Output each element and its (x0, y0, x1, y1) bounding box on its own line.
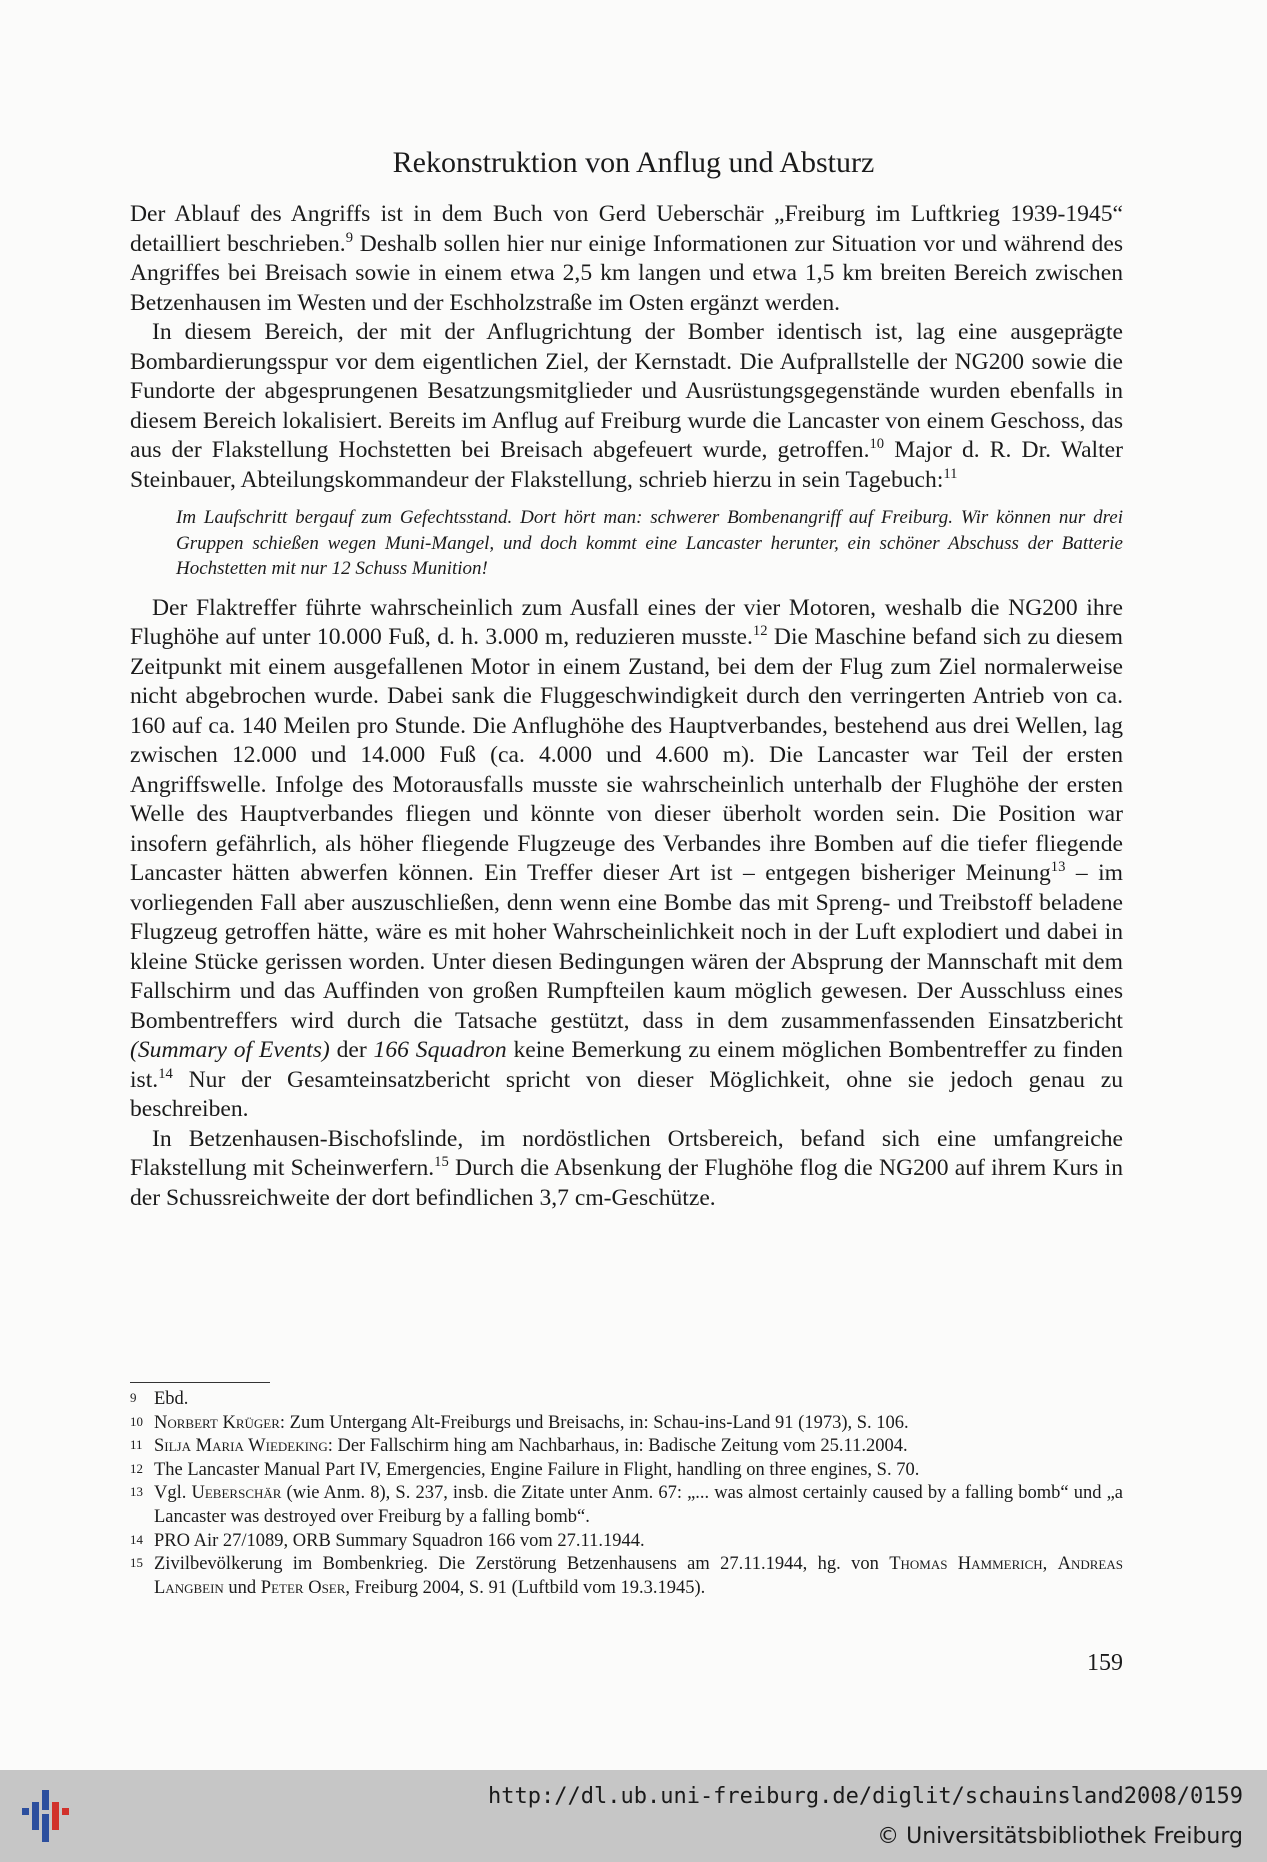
footnote-ref-12[interactable]: 12 (752, 623, 768, 640)
section-heading: Rekonstruktion von Anflug und Absturz (392, 146, 875, 179)
paragraph-3: Der Flaktreffer führte wahrscheinlich zum Ausfall eines der vier Motoren, weshalb die NG200 ihre Flughöhe auf unter 10.000 Fuß, d. h. 3.000 m, reduzieren musste.$^{12}$ Die Maschine befand sich zu diesem Zeitpunkt mit einem ausgefallenen Motor in einem Zustand, bei dem der Flug zum Ziel normalerweise nicht abgebrochen wurde. Dabei sank die Fluggeschwindigkeit durch den verringerten Antrieb von ca. 160 auf ca. 140 Meilen pro Stunde. Die Anflughöhe des Hauptverbandes, bestehend aus drei Wellen, lag zwischen 12.000 und 14.000 Fuß (ca. 4.000 und 4.600 m). Die Lancaster war Teil der ersten Angriffswelle. Infolge des Motorausfalls musste sie wahrscheinlich unterhalb der Flughöhe der ersten Welle des Hauptverbandes fliegen und könnte von dieser überholt worden sein. Die Position war insofern gefährlich, als höher fliegende Flugzeuge des Verbandes ihre Bomben auf die tiefer fliegende Lancaster hätten abwerfen können. Ein Treffer dieser Art ist – entgegen bisheriger Meinung$^{13}$ – im vorliegenden Fall aber auszuschließen, denn wenn eine Bombe das mit Spreng- und Treibstoff beladene Flugzeug getroffen hätte, wäre es mit hoher Wahrscheinlichkeit noch in der Luft explodiert und dabei in kleine Stücke gerissen worden. Unter diesen Bedingungen wären der Absprung der Mannschaft mit dem Fallschirm und das Auffinden von großen Rumpfteilen kaum möglich gewesen. Der Ausschluss eines Bombentreffers wird durch die Tatsache gestützt, dass in dem zusammenfassenden Einsatzbericht (Summary of Events) der 166 Squadron keine Bemerkung zu einem möglichen Bombentreffer zu finden ist.$^{14}$ Nur der Gesamteinsatzbericht spricht von dieser Möglichkeit, ohne sie jedoch genau zu beschreiben. (130, 594, 1123, 1122)
footnote-number: 14 (130, 1531, 143, 1547)
block-quote: Im Laufschritt bergauf zum Gefechtsstand. Dort hört man: schwerer Bombenangriff auf Freiburg. Wir können nur drei Gruppen schießen wegen Muni-Mangel, und doch kommt eine Lancaster herunter, ein schöner Abschuss der Batterie Hochstetten mit nur 12 Schuss Munition! (176, 507, 1123, 579)
footnote-ref-9[interactable]: 9 (345, 229, 354, 246)
footnote-ref-13[interactable]: 13 (1050, 859, 1066, 876)
footnote-number: 10 (130, 1413, 143, 1429)
copyright-notice: © Universitätsbibliothek Freiburg (877, 1824, 1243, 1849)
author-name: Thomas Hammerich (889, 1554, 1043, 1575)
footnote-divider (130, 1382, 270, 1383)
author-name: Andreas Langbein (154, 1554, 1123, 1598)
body-text (130, 200, 1123, 1213)
author-name: Peter Oser (260, 1577, 346, 1598)
italic-term: 166 Squadron (373, 1037, 507, 1063)
footnote-number: 9 (130, 1390, 137, 1405)
footnote-number: 15 (130, 1555, 143, 1571)
paragraph-2: In diesem Bereich, der mit der Anflugrichtung der Bomber identisch ist, lag eine ausgeprägte Bombardierungsspur vor dem eigentlichen Ziel, der Kernstadt. Die Aufprallstelle der NG200 sowie die Fundorte der abgesprungenen Besatzungsmitglieder und Ausrüstungsgegenstände wurden ebenfalls in diesem Bereich lokalisiert. Bereits im Anflug auf Freiburg wurde die Lancaster von einem Geschoss, das aus der Flakstellung Hochstetten bei Breisach abgefeuert wurde, getroffen.$^{10}$ Major d. R. Dr. Walter Steinbauer, Abteilungskommandeur der Flakstellung, schrieb hierzu in sein Tagebuch:$^{11}$ (130, 319, 1123, 493)
author-name: Silja Maria Wiedeking (154, 1436, 328, 1457)
footnote-number: 12 (130, 1460, 143, 1476)
footnote-ref-11[interactable]: 11 (943, 465, 958, 482)
footnote-12: 12 The Lancaster Manual Part IV, Emergencies, Engine Failure in Flight, handling on three engines, S. 70. (130, 1459, 920, 1480)
document-url-link[interactable]: http://dl.ub.uni-freiburg.de/diglit/schauinsland2008/0159 (488, 1784, 1243, 1809)
page-number: 159 (1087, 1650, 1123, 1676)
footnote-ref-10[interactable]: 10 (869, 436, 885, 453)
footnote-11: 11 Silja Maria Wiedeking: Der Fallschirm hing am Nachbarhaus, in: Badische Zeitung vom 25.11.2004. (130, 1436, 908, 1457)
author-name: Ueberschär (191, 1483, 282, 1504)
ub-freiburg-logo-icon (14, 1788, 76, 1844)
footnote-15: 15 Zivilbevölkerung im Bombenkrieg. Die Zerstörung Betzenhausens am 27.11.1944, hg. von Thomas Hammerich, Andreas Langbein und Peter Oser, Freiburg 2004, S. 91 (Luftbild vom 19.3.1945). (130, 1554, 1123, 1598)
paragraph-4: In Betzenhausen-Bischofslinde, im nordöstlichen Ortsbereich, befand sich eine umfangreiche Flakstellung mit Scheinwerfern.$^{15}$ Durch die Absenkung der Flughöhe flog die NG200 auf ihrem Kurs in der Schussreichweite der dort befindlichen 3,7 cm-Geschütze. (130, 1125, 1123, 1211)
footnote-number: 11 (130, 1437, 143, 1453)
footnote-ref-14[interactable]: 14 (158, 1065, 173, 1082)
footnote-10: 10 Norbert Krüger: Zum Untergang Alt-Freiburgs und Breisachs, in: Schau-ins-Land 91 (1973), S. 106. (130, 1412, 909, 1433)
footnote-13: 13 Vgl. Ueberschär (wie Anm. 8), S. 237, insb. die Zitate unter Anm. 67: „... was almost certainly caused by a falling bomb“ und „a Lancaster was destroyed over Freiburg by a falling bomb“. (130, 1483, 1124, 1527)
author-name: Norbert Krüger (154, 1412, 280, 1433)
italic-term: (Summary of Events) (130, 1037, 330, 1063)
paragraph-1: Der Ablauf des Angriffs ist in dem Buch von Gerd Ueberschär „Freiburg im Luftkrieg 1939-1945“ detailliert beschrieben.$^9$ Deshalb sollen hier nur einige Informationen zur Situation vor und während des Angriffes bei Breisach sowie in einem etwa 2,5 km langen und etwa 1,5 km breiten Bereich zwischen Betzenhausen im Westen und der Eschholzstraße im Osten ergänzt werden. (130, 201, 1123, 316)
footnote-ref-15[interactable]: 15 (434, 1154, 449, 1171)
footnotes (130, 1388, 1123, 1600)
footnote-number: 13 (130, 1484, 143, 1500)
footnote-9: 9 Ebd. (130, 1389, 189, 1409)
footnote-14: 14 PRO Air 27/1089, ORB Summary Squadron 166 vom 27.11.1944. (130, 1530, 645, 1551)
viewer-footer (0, 1770, 1267, 1862)
